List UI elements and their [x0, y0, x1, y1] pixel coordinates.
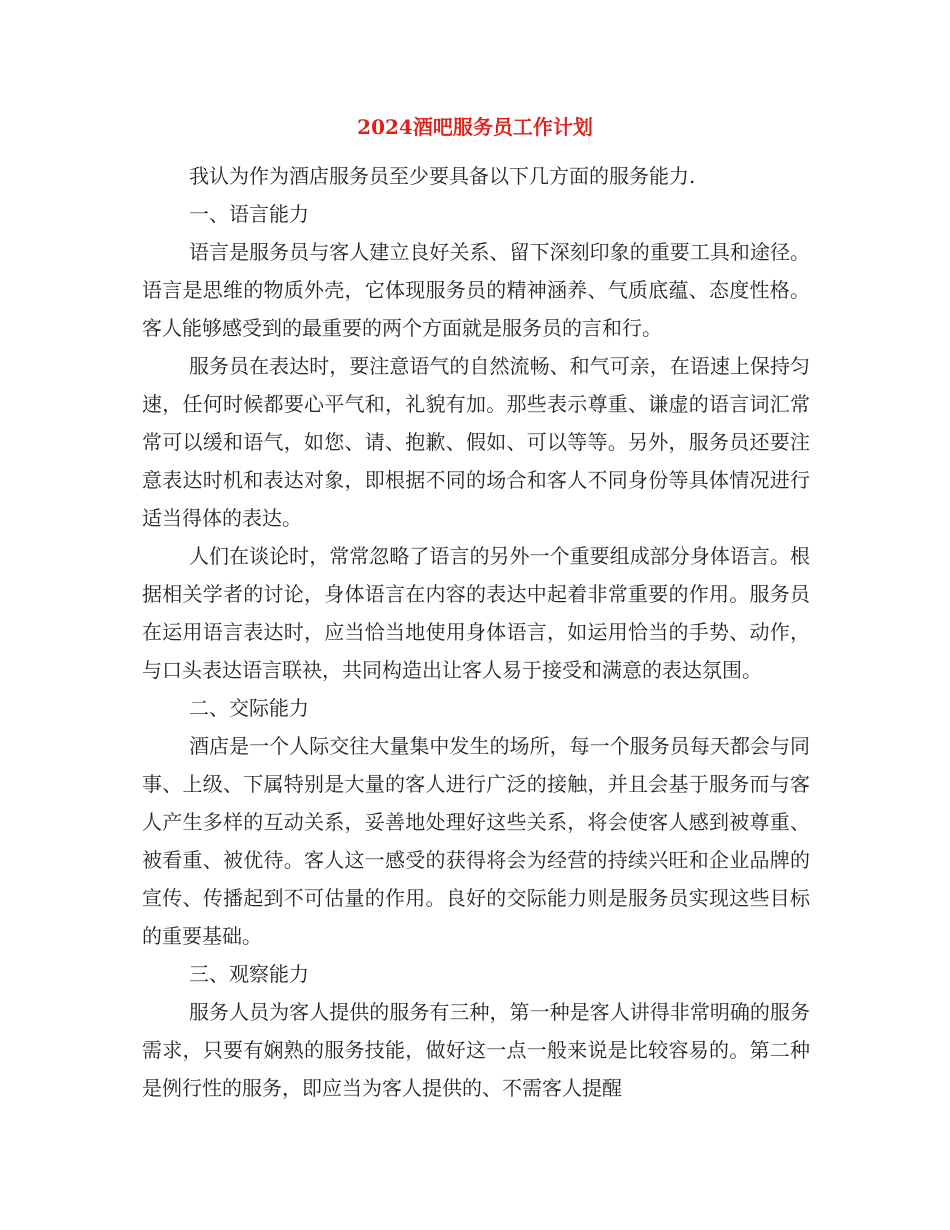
paragraph: 酒店是一个人际交往大量集中发生的场所，每一个服务员每天都会与同事、上级、下属特别是大量的客人进行广泛的接触，并且会基于服务而与客人产生多样的互动关系，妥善地处理好这些关系，将会使客人感到被尊重、被看重、被优待。客人这一感受的获得将会为经营的持续兴旺和企业品牌的宣传、传播起到不可估量的作用。良好的交际能力则是服务员实现这些目标的重要基础。 [142, 734, 810, 948]
intro-paragraph: 我认为作为酒店服务员至少要具备以下几方面的服务能力. [189, 164, 696, 188]
section-heading-observation: 三、观察能力 [189, 962, 309, 986]
paragraph: 服务员在表达时，要注意语气的自然流畅、和气可亲，在语速上保持匀速，任何时候都要心平气和，礼貌有加。那些表示尊重、谦虚的语言词汇常常可以缓和语气，如您、请、抱歉、假如、可以等等。另外，服务员还要注意表达时机和表达对象，即根据不同的场合和客人不同身份等具体情况进行适当得体的表达。 [142, 354, 810, 530]
section-heading-communication: 二、交际能力 [189, 696, 309, 720]
document-title: 2024酒吧服务员工作计划 [357, 115, 593, 139]
paragraph: 语言是服务员与客人建立良好关系、留下深刻印象的重要工具和途径。语言是思维的物质外壳，它体现服务员的精神涵养、气质底蕴、态度性格。客人能够感受到的最重要的两个方面就是服务员的言和行。 [142, 240, 810, 340]
paragraph: 人们在谈论时，常常忽略了语言的另外一个重要组成部分身体语言。根据相关学者的讨论，身体语言在内容的表达中起着非常重要的作用。服务员在运用语言表达时，应当恰当地使用身体语言，如运用恰当的手势、动作，与口头表达语言联袂，共同构造出让客人易于接受和满意的表达氛围。 [142, 544, 810, 682]
section-heading-language: 一、语言能力 [189, 202, 309, 226]
document-body [142, 157, 810, 1107]
paragraph: 服务人员为客人提供的服务有三种，第一种是客人讲得非常明确的服务需求，只要有娴熟的服务技能，做好这一点一般来说是比较容易的。第二种是例行性的服务，即应当为客人提供的、不需客人提醒 [142, 1000, 810, 1100]
